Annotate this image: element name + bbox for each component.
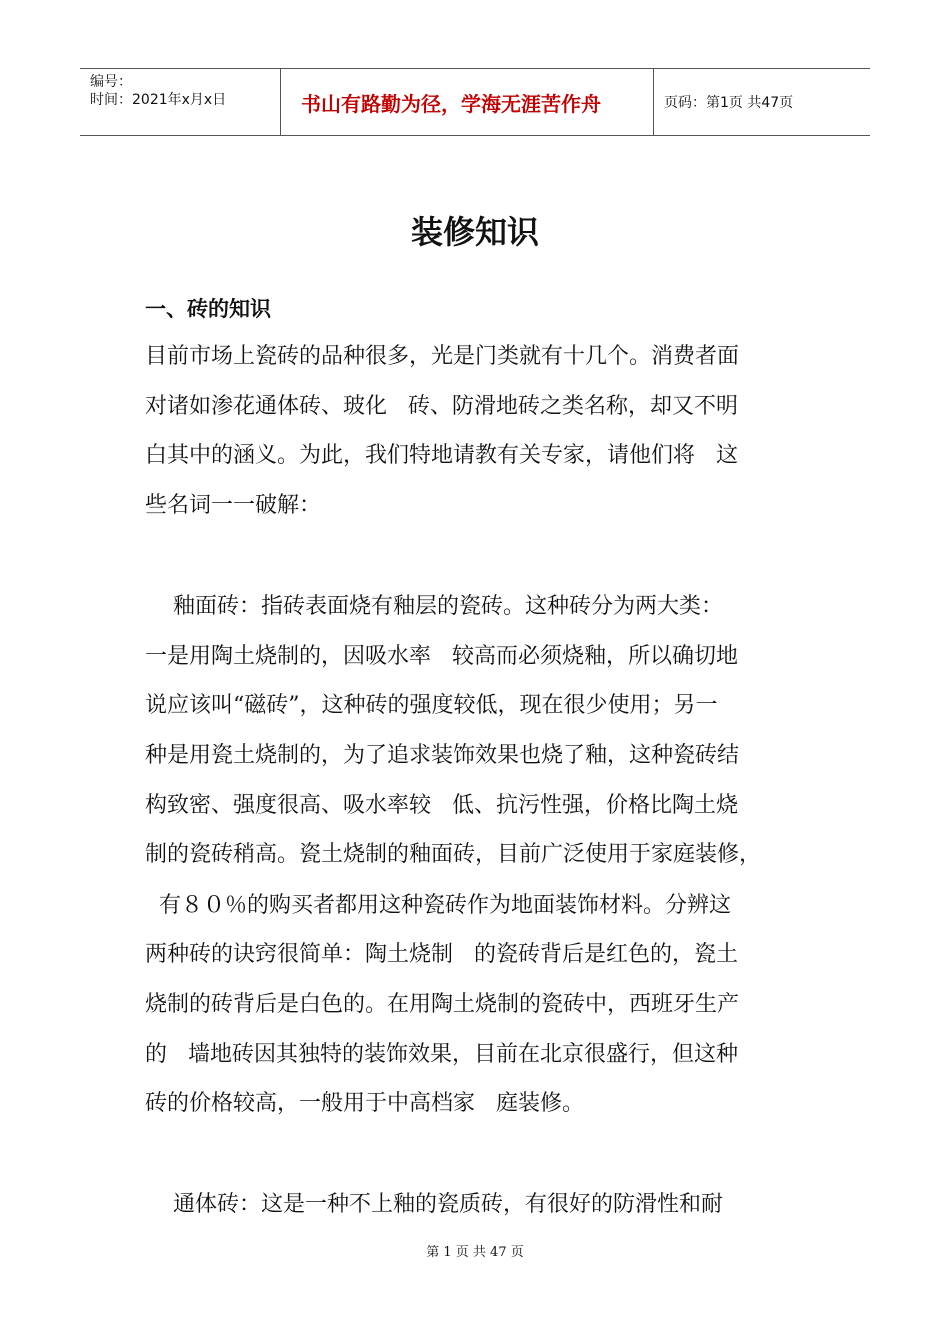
paragraph-line: 两种砖的诀窍很简单：陶土烧制 的瓷砖背后是红色的，瓷土 bbox=[145, 942, 738, 967]
paragraph-line: 说应该叫“磁砖”，这种砖的强度较低，现在很少使用；另一 bbox=[145, 693, 718, 718]
header-meta bbox=[80, 69, 281, 135]
time-label: 时间：2021年x月x日 bbox=[90, 92, 227, 108]
page-footer: 第 1 页 共 47 页 bbox=[426, 1245, 524, 1260]
paragraph-line: 目前市场上瓷砖的品种很多，光是门类就有十几个。消费者面 bbox=[145, 344, 740, 369]
paragraph-line: 对诸如渗花通体砖、玻化 砖、防滑地砖之类名称，却又不明 bbox=[145, 394, 738, 419]
document-title: 装修知识 bbox=[410, 213, 539, 251]
paragraph-line: 一是用陶土烧制的，因吸水率 较高而必须烧釉，所以确切地 bbox=[145, 644, 738, 669]
header-page-info: 页码：第1页 共47页 bbox=[664, 95, 794, 111]
paragraph-line: 制的瓷砖稍高。瓷土烧制的釉面砖，目前广泛使用于家庭装修， bbox=[145, 842, 762, 867]
paragraph-line: 白其中的涵义。为此，我们特地请教有关专家，请他们将 这 bbox=[145, 443, 738, 468]
paragraph-line: 通体砖：这是一种不上釉的瓷质砖，有很好的防滑性和耐 bbox=[145, 1192, 723, 1217]
paragraph-line: 些名词一一破解： bbox=[145, 493, 322, 518]
paragraph-line: 有８０％的购买者都用这种瓷砖作为地面装饰材料。分辨这 bbox=[145, 893, 731, 918]
paragraph-line: 种是用瓷土烧制的，为了追求装饰效果也烧了釉，这种瓷砖结 bbox=[145, 743, 740, 768]
paragraph-line: 的 墙地砖因其独特的装饰效果，目前在北京很盛行，但这种 bbox=[145, 1042, 738, 1067]
header-motto: 书山有路勤为径，学海无涯苦作舟 bbox=[281, 69, 654, 135]
section-heading: 一、砖的知识 bbox=[145, 297, 271, 321]
paragraph-line: 砖的价格较高，一般用于中高档家 庭装修。 bbox=[145, 1091, 584, 1116]
page-header bbox=[80, 68, 870, 136]
paragraph-line: 构致密、强度很高、吸水率较 低、抗污性强，价格比陶土烧 bbox=[145, 793, 738, 818]
paragraph-line: 釉面砖：指砖表面烧有釉层的瓷砖。这种砖分为两大类： bbox=[145, 594, 723, 619]
paragraph-line: 烧制的砖背后是白色的。在用陶土烧制的瓷砖中，西班牙生产 bbox=[145, 992, 740, 1017]
number-label: 编号： bbox=[90, 74, 132, 90]
